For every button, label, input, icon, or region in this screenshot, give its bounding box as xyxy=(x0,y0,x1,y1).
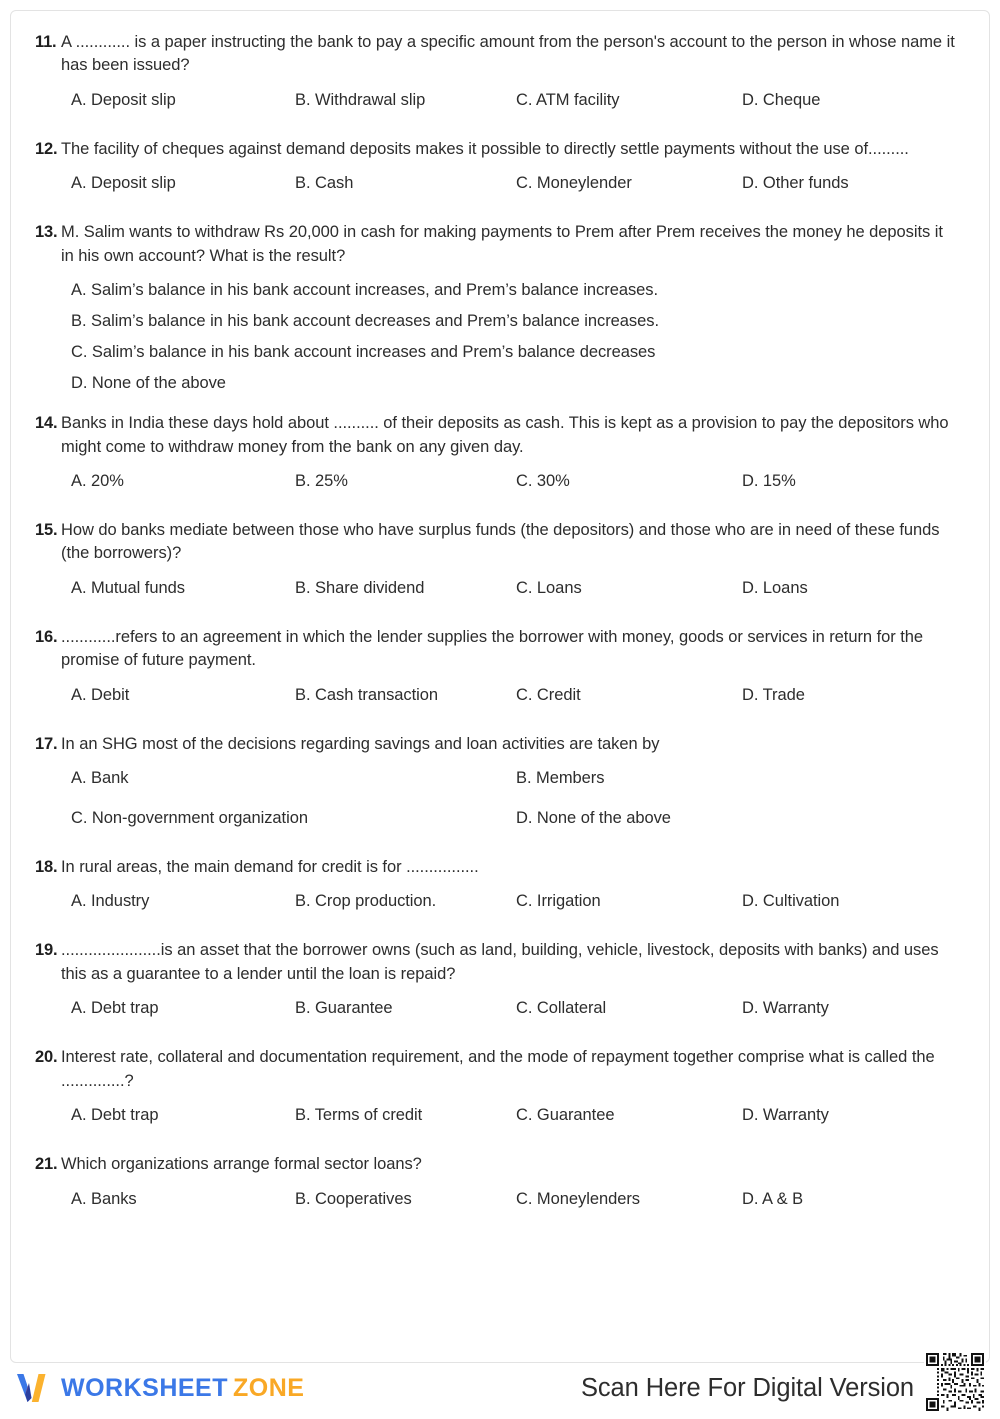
option-a[interactable]: A. Industry xyxy=(71,892,150,911)
question-text: In rural areas, the main demand for credit is for ................ xyxy=(61,858,479,877)
worksheet-page xyxy=(10,10,990,1363)
option-b[interactable]: B. Guarantee xyxy=(295,999,393,1018)
question-header xyxy=(25,519,955,566)
option-row xyxy=(71,1106,955,1134)
option-b[interactable]: B. Share dividend xyxy=(295,578,425,597)
option-a[interactable]: A. Debt trap xyxy=(71,1106,159,1125)
option-a[interactable]: A. Debit xyxy=(71,685,130,704)
question-text: Banks in India these days hold about .......... of their deposits as cash. This is kept as a provision to pay the depositors who might come to withdraw money from the bank on any given day. xyxy=(61,414,949,456)
question-text: ......................is an asset that the borrower owns (such as land, building, vehicle, livestock, deposits with banks) and uses this as a guarantee to a lender until the loan is repaid? xyxy=(61,941,939,983)
option-d[interactable]: D. Loans xyxy=(742,578,808,597)
option-b[interactable]: B. Cash transaction xyxy=(295,685,439,704)
option-d[interactable]: D. Other funds xyxy=(742,174,849,193)
option-a[interactable]: A. Debt trap xyxy=(71,999,159,1018)
option-b[interactable]: B. Terms of credit xyxy=(295,1106,423,1125)
question-header xyxy=(25,221,955,268)
option-group xyxy=(71,892,955,920)
option-d[interactable]: D. 15% xyxy=(742,471,796,490)
option-a[interactable]: A. Bank xyxy=(71,769,129,788)
option-d[interactable]: D. Cultivation xyxy=(742,892,840,911)
option-d[interactable]: D. Cheque xyxy=(742,90,821,109)
option-c[interactable]: C. ATM facility xyxy=(516,90,620,109)
question-block xyxy=(25,626,955,714)
question-text: The facility of cheques against demand deposits makes it possible to directly settle payments without the use of......... xyxy=(61,139,909,158)
question-number: 17. xyxy=(35,734,58,753)
option-b[interactable]: B. Members xyxy=(516,769,605,788)
option-group xyxy=(71,686,955,714)
question-block xyxy=(25,733,955,837)
brand-logo[interactable] xyxy=(14,1371,304,1405)
option-d[interactable]: D. None of the above xyxy=(516,809,671,828)
question-number: 15. xyxy=(35,520,58,539)
option-a[interactable]: A. Banks xyxy=(71,1189,137,1208)
option-row xyxy=(71,892,955,920)
question-number: 13. xyxy=(35,223,58,242)
question-text: A ............ is a paper instructing the bank to pay a specific amount from the person's account to the person in whose name it has been issued? xyxy=(61,33,955,75)
option-row xyxy=(71,809,955,837)
option-row xyxy=(71,579,955,607)
option-d[interactable]: D. A & B xyxy=(742,1189,804,1208)
question-text: M. Salim wants to withdraw Rs 20,000 in cash for making payments to Prem after Prem receives the money he deposits it in his own account? What is the result? xyxy=(61,223,943,265)
option-d[interactable]: D. Warranty xyxy=(742,1106,829,1125)
option-group xyxy=(71,472,955,500)
question-header xyxy=(25,412,955,459)
option-a[interactable]: A. Deposit slip xyxy=(71,174,176,193)
option-group xyxy=(71,579,955,607)
option-b[interactable]: B. 25% xyxy=(295,471,348,490)
option-b[interactable]: B. Cash xyxy=(295,174,354,193)
option-a[interactable]: A. Deposit slip xyxy=(71,90,176,109)
option-row xyxy=(71,1190,955,1218)
option-group xyxy=(71,174,955,202)
option-group xyxy=(71,769,955,837)
brand-secondary-text: ZONE xyxy=(233,1373,305,1402)
question-text: How do banks mediate between those who have surplus funds (the depositors) and those who are in need of these funds (the borrowers)? xyxy=(61,520,940,563)
option-c[interactable]: C. Credit xyxy=(516,685,581,704)
option-group xyxy=(71,281,955,393)
worksheet-zone-w-logo-icon xyxy=(14,1371,52,1405)
option-group xyxy=(71,1190,955,1218)
question-header xyxy=(25,733,955,756)
option-c[interactable]: C. 30% xyxy=(516,471,570,490)
question-block xyxy=(25,856,955,920)
question-number: 19. xyxy=(35,941,58,960)
page-footer xyxy=(0,1362,1000,1414)
option-group xyxy=(71,1106,955,1134)
option-group xyxy=(71,999,955,1027)
question-header xyxy=(25,939,955,986)
option-b[interactable]: B. Crop production. xyxy=(295,892,437,911)
option-row xyxy=(71,769,955,809)
option-row xyxy=(71,472,955,500)
option-d[interactable]: D. None of the above xyxy=(71,374,226,393)
option-d[interactable]: D. Warranty xyxy=(742,999,829,1018)
question-header xyxy=(25,626,955,673)
question-text: ............refers to an agreement in which the lender supplies the borrower with money, goods or services in return for the promise of future payment. xyxy=(61,627,924,670)
question-number: 14. xyxy=(35,414,58,433)
question-block xyxy=(25,519,955,607)
option-b[interactable]: B. Salim’s balance in his bank account decreases and Prem’s balance increases. xyxy=(71,312,659,331)
option-c[interactable]: C. Moneylender xyxy=(516,174,632,193)
option-c[interactable]: C. Irrigation xyxy=(516,892,601,911)
option-c[interactable]: C. Collateral xyxy=(516,999,607,1018)
option-b[interactable]: B. Cooperatives xyxy=(295,1189,412,1208)
brand-wordmark xyxy=(61,1374,304,1403)
question-header xyxy=(25,1046,955,1093)
question-block xyxy=(25,1153,955,1217)
question-block xyxy=(25,31,955,119)
question-block xyxy=(25,221,955,393)
brand-primary-text: WORKSHEET xyxy=(61,1373,228,1402)
option-d[interactable]: D. Trade xyxy=(742,685,805,704)
option-c[interactable]: C. Moneylenders xyxy=(516,1189,640,1208)
option-c[interactable]: C. Salim’s balance in his bank account increases and Prem’s balance decreases xyxy=(71,343,656,362)
question-block xyxy=(25,939,955,1027)
option-a[interactable]: A. 20% xyxy=(71,471,124,490)
question-text: Interest rate, collateral and documentation requirement, and the mode of repayment together comprise what is called the ..............? xyxy=(61,1048,935,1090)
question-number: 18. xyxy=(35,858,58,877)
question-block xyxy=(25,138,955,202)
question-number: 11. xyxy=(35,33,57,51)
question-header xyxy=(25,1153,955,1176)
qr-code-icon[interactable] xyxy=(924,1351,986,1413)
option-row xyxy=(71,686,955,714)
option-row xyxy=(71,91,955,119)
option-c[interactable]: C. Non-government organization xyxy=(71,809,308,828)
question-block xyxy=(25,412,955,500)
question-header xyxy=(25,31,955,78)
question-number: 16. xyxy=(35,627,58,646)
option-group xyxy=(71,91,955,119)
question-number: 12. xyxy=(35,139,58,158)
option-a[interactable]: A. Salim’s balance in his bank account increases, and Prem’s balance increases. xyxy=(71,281,659,300)
question-header xyxy=(25,138,955,161)
question-list xyxy=(11,11,989,1247)
option-row xyxy=(71,174,955,202)
question-text: In an SHG most of the decisions regarding savings and loan activities are taken by xyxy=(61,734,660,753)
option-c[interactable]: C. Loans xyxy=(516,578,582,597)
option-c[interactable]: C. Guarantee xyxy=(516,1106,615,1125)
question-text: Which organizations arrange formal sector loans? xyxy=(61,1155,422,1174)
scan-section xyxy=(581,1357,986,1419)
question-number: 21. xyxy=(35,1155,58,1174)
question-header xyxy=(25,856,955,879)
question-block xyxy=(25,1046,955,1134)
scan-label: Scan Here For Digital Version xyxy=(581,1373,914,1402)
option-a[interactable]: A. Mutual funds xyxy=(71,578,185,597)
option-row xyxy=(71,999,955,1027)
question-number: 20. xyxy=(35,1048,58,1067)
option-b[interactable]: B. Withdrawal slip xyxy=(295,90,426,109)
